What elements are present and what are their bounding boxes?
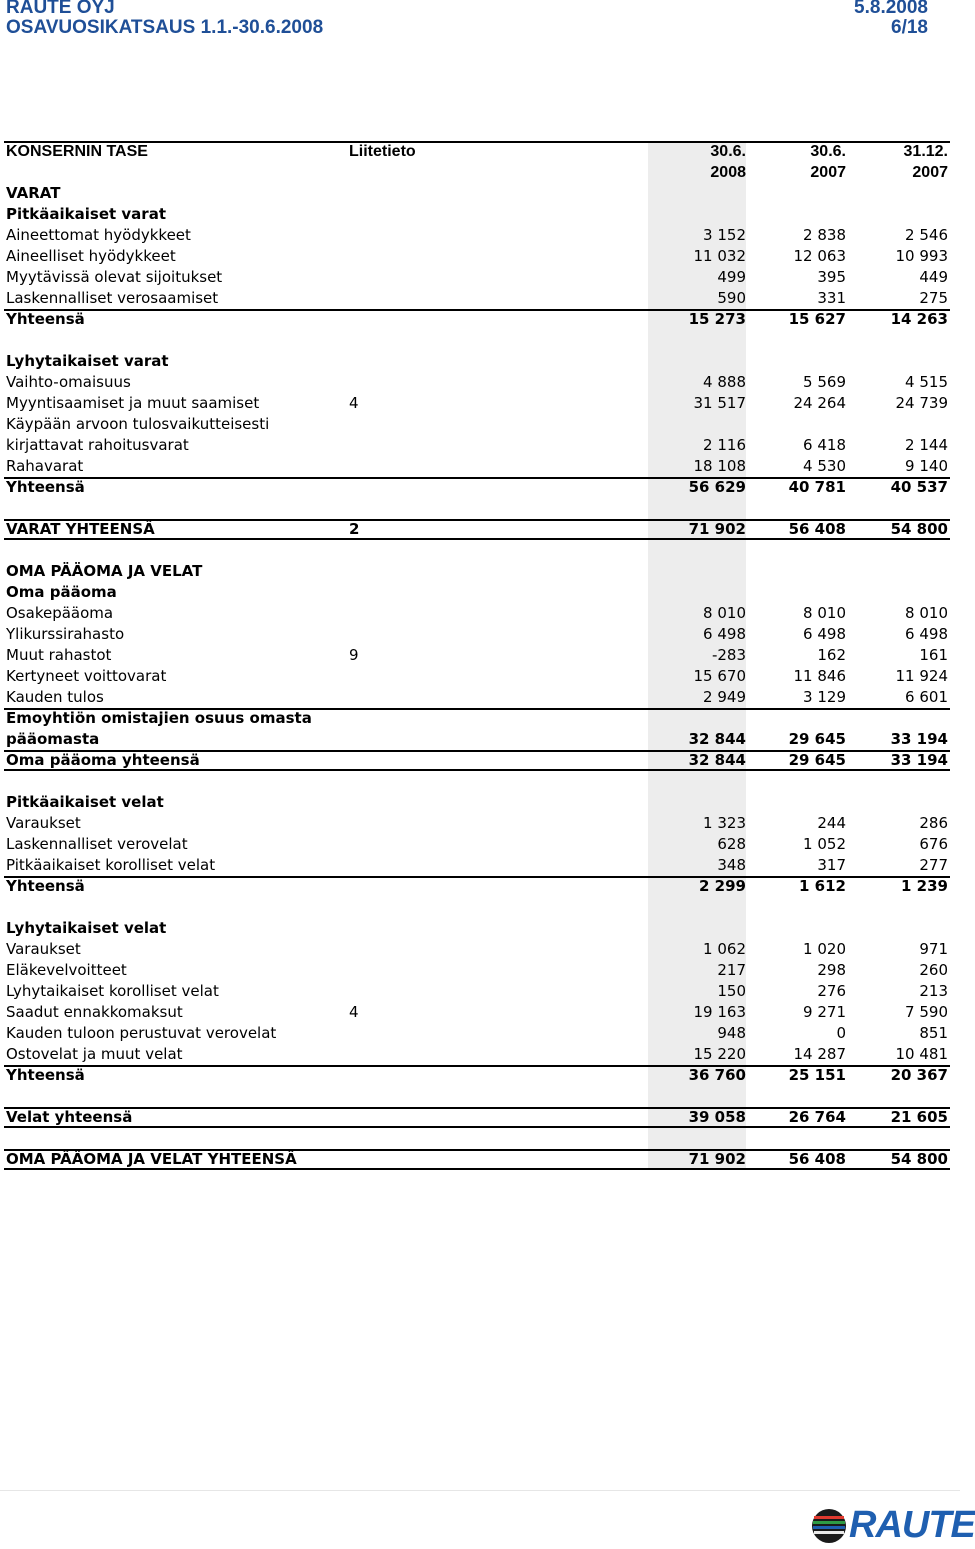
value-31-12-2007: 1 239 (901, 877, 948, 895)
table-body (4, 183, 950, 1170)
row-label: Velat yhteensä (6, 1108, 133, 1126)
row-label: Lyhytaikaiset korolliset velat (6, 982, 219, 1000)
value-30-6-2008: 499 (717, 268, 746, 286)
raute-logo-mark-icon (811, 1508, 847, 1544)
table-row (4, 939, 950, 960)
value-31-12-2007: 4 515 (905, 373, 948, 391)
value-30-6-2007: 317 (817, 856, 846, 874)
raute-logo (811, 1504, 975, 1546)
value-31-12-2007: 286 (919, 814, 948, 832)
row-note: 2 (349, 520, 360, 538)
value-30-6-2007: 162 (817, 646, 846, 664)
row-label: Lyhytaikaiset varat (6, 352, 169, 370)
row-label: OMA PÄÄOMA JA VELAT (6, 562, 203, 580)
row-label: Ostovelat ja muut velat (6, 1045, 183, 1063)
value-31-12-2007: 24 739 (895, 394, 948, 412)
value-30-6-2007: 0 (836, 1024, 846, 1042)
row-label: Yhteensä (6, 1066, 85, 1084)
row-label: kirjattavat rahoitusvarat (6, 436, 189, 454)
value-30-6-2008: 2 116 (703, 436, 746, 454)
table-row (4, 792, 950, 813)
row-note: 4 (349, 1003, 359, 1021)
table-row (4, 603, 950, 624)
value-31-12-2007: 260 (919, 961, 948, 979)
row-label: Oma pääoma yhteensä (6, 751, 200, 769)
table-row (4, 960, 950, 981)
value-31-12-2007: 33 194 (890, 751, 948, 769)
table-row (4, 477, 950, 498)
value-31-12-2007: 449 (919, 268, 948, 286)
value-30-6-2008: 56 629 (688, 478, 746, 496)
col-header-2: 30.6. (810, 143, 846, 160)
value-30-6-2008: 1 323 (703, 814, 746, 832)
value-31-12-2007: 2 546 (905, 226, 948, 244)
table-header-row-2 (4, 162, 950, 183)
row-label: Rahavarat (6, 457, 84, 475)
value-30-6-2008: 32 844 (688, 751, 746, 769)
value-30-6-2008: 19 163 (693, 1003, 746, 1021)
row-label: Aineettomat hyödykkeet (6, 226, 191, 244)
table-row (4, 624, 950, 645)
table-spacer-row (4, 771, 950, 792)
value-30-6-2007: 2 838 (803, 226, 846, 244)
table-row (4, 855, 950, 876)
row-label: Käypään arvoon tulosvaikutteisesti (6, 415, 270, 433)
table-row (4, 183, 950, 204)
row-label: pääomasta (6, 730, 100, 748)
table-row (4, 981, 950, 1002)
value-30-6-2007: 8 010 (803, 604, 846, 622)
company-name: RAUTE OYJ (6, 0, 115, 18)
col-header-1: 30.6. (710, 143, 746, 160)
row-label: Laskennalliset verovelat (6, 835, 188, 853)
value-30-6-2008: 32 844 (688, 730, 746, 748)
value-30-6-2007: 298 (817, 961, 846, 979)
value-30-6-2008: 6 498 (703, 625, 746, 643)
row-label: Eläkevelvoitteet (6, 961, 127, 979)
value-30-6-2007: 25 151 (788, 1066, 846, 1084)
table-row (4, 435, 950, 456)
value-31-12-2007: 8 010 (905, 604, 948, 622)
row-label: Osakepääoma (6, 604, 114, 622)
value-31-12-2007: 10 993 (895, 247, 948, 265)
table-row (4, 1044, 950, 1065)
row-label: Ylikurssirahasto (6, 625, 125, 643)
value-30-6-2008: 8 010 (703, 604, 746, 622)
value-30-6-2007: 29 645 (788, 751, 846, 769)
value-31-12-2007: 7 590 (905, 1003, 948, 1021)
raute-logo-text: RAUTE (849, 1504, 975, 1546)
value-31-12-2007: 6 601 (905, 688, 948, 706)
value-30-6-2008: 71 902 (688, 1150, 746, 1168)
value-30-6-2008: 11 032 (693, 247, 746, 265)
table-row (4, 204, 950, 225)
value-30-6-2007: 11 846 (793, 667, 846, 685)
row-label: Muut rahastot (6, 646, 112, 664)
value-31-12-2007: 6 498 (905, 625, 948, 643)
note-header: Liitetieto (349, 143, 416, 160)
table-row (4, 561, 950, 582)
table-row (4, 708, 950, 729)
row-label: OMA PÄÄOMA JA VELAT YHTEENSÄ (6, 1150, 297, 1168)
table-spacer-row (4, 330, 950, 351)
value-30-6-2007: 40 781 (788, 478, 846, 496)
value-31-12-2007: 20 367 (890, 1066, 948, 1084)
report-title: OSAVUOSIKATSAUS 1.1.-30.6.2008 (6, 17, 324, 38)
table-row (4, 750, 950, 771)
page-number: 6/18 (891, 17, 928, 38)
value-30-6-2007: 1 612 (799, 877, 846, 895)
value-30-6-2007: 9 271 (803, 1003, 846, 1021)
value-30-6-2008: 36 760 (688, 1066, 746, 1084)
table-row (4, 267, 950, 288)
value-30-6-2007: 15 627 (788, 310, 846, 328)
table-row (4, 1107, 950, 1128)
value-31-12-2007: 971 (919, 940, 948, 958)
value-30-6-2007: 26 764 (788, 1108, 846, 1126)
value-31-12-2007: 851 (919, 1024, 948, 1042)
value-30-6-2007: 14 287 (793, 1045, 846, 1063)
value-30-6-2007: 56 408 (788, 520, 846, 538)
value-30-6-2007: 6 418 (803, 436, 846, 454)
value-30-6-2007: 5 569 (803, 373, 846, 391)
value-30-6-2008: 348 (717, 856, 746, 874)
value-31-12-2007: 161 (919, 646, 948, 664)
row-label: Pitkäaikaiset varat (6, 205, 166, 223)
row-label: Vaihto-omaisuus (6, 373, 131, 391)
value-30-6-2007: 331 (817, 289, 846, 307)
value-30-6-2008: 4 888 (703, 373, 746, 391)
table-row (4, 288, 950, 309)
row-label: Kauden tuloon perustuvat verovelat (6, 1024, 277, 1042)
table-row (4, 246, 950, 267)
value-31-12-2007: 11 924 (895, 667, 948, 685)
row-label: Yhteensä (6, 478, 85, 496)
row-label: Lyhytaikaiset velat (6, 919, 167, 937)
table-spacer-row (4, 1128, 950, 1149)
balance-sheet-table (4, 141, 950, 1170)
table-row (4, 414, 950, 435)
report-date: 5.8.2008 (854, 0, 928, 18)
value-30-6-2007: 1 020 (803, 940, 846, 958)
row-note: 4 (349, 394, 359, 412)
value-31-12-2007: 40 537 (890, 478, 948, 496)
value-31-12-2007: 21 605 (890, 1108, 948, 1126)
value-30-6-2008: 948 (717, 1024, 746, 1042)
table-title: KONSERNIN TASE (6, 143, 148, 160)
row-label: Emoyhtiön omistajien osuus omasta (6, 709, 312, 727)
table-header-row (4, 141, 950, 162)
value-31-12-2007: 54 800 (890, 1150, 948, 1168)
table-spacer-row (4, 498, 950, 519)
value-30-6-2008: 15 220 (693, 1045, 746, 1063)
table-row (4, 813, 950, 834)
value-31-12-2007: 676 (919, 835, 948, 853)
value-30-6-2007: 395 (817, 268, 846, 286)
table-row (4, 834, 950, 855)
value-30-6-2008: 2 949 (703, 688, 746, 706)
table-row (4, 1002, 950, 1023)
row-label: Saadut ennakkomaksut (6, 1003, 183, 1021)
row-label: VARAT (6, 184, 61, 202)
table-row (4, 687, 950, 708)
value-30-6-2008: 628 (717, 835, 746, 853)
table-spacer-row (4, 897, 950, 918)
table-row (4, 351, 950, 372)
value-30-6-2007: 3 129 (803, 688, 846, 706)
value-31-12-2007: 10 481 (895, 1045, 948, 1063)
value-30-6-2008: 217 (717, 961, 746, 979)
table-row (4, 1065, 950, 1086)
value-30-6-2007: 1 052 (803, 835, 846, 853)
col-year-2: 2007 (810, 164, 846, 181)
value-30-6-2008: 590 (717, 289, 746, 307)
row-label: Pitkäaikaiset korolliset velat (6, 856, 216, 874)
value-30-6-2007: 56 408 (788, 1150, 846, 1168)
row-label: Oma pääoma (6, 583, 117, 601)
row-label: Kauden tulos (6, 688, 104, 706)
table-spacer-row (4, 1086, 950, 1107)
row-label: Yhteensä (6, 310, 85, 328)
value-31-12-2007: 54 800 (890, 520, 948, 538)
table-spacer-row (4, 540, 950, 561)
value-30-6-2008: 15 670 (693, 667, 746, 685)
value-30-6-2007: 24 264 (793, 394, 846, 412)
table-row (4, 519, 950, 540)
row-label: VARAT YHTEENSÄ (6, 520, 155, 538)
table-row (4, 582, 950, 603)
table-row (4, 918, 950, 939)
table-row (4, 372, 950, 393)
table-row (4, 1023, 950, 1044)
col-year-1: 2008 (710, 164, 746, 181)
value-30-6-2008: 2 299 (699, 877, 746, 895)
col-header-3: 31.12. (903, 143, 948, 160)
value-31-12-2007: 2 144 (905, 436, 948, 454)
value-30-6-2007: 6 498 (803, 625, 846, 643)
table-row (4, 1149, 950, 1170)
table-row (4, 729, 950, 750)
value-31-12-2007: 277 (919, 856, 948, 874)
row-label: Pitkäaikaiset velat (6, 793, 164, 811)
table-row (4, 876, 950, 897)
value-30-6-2007: 276 (817, 982, 846, 1000)
value-30-6-2008: 39 058 (688, 1108, 746, 1126)
value-30-6-2008: 150 (717, 982, 746, 1000)
value-30-6-2008: 1 062 (703, 940, 746, 958)
row-label: Myyntisaamiset ja muut saamiset (6, 394, 260, 412)
value-30-6-2007: 12 063 (793, 247, 846, 265)
table-row (4, 666, 950, 687)
value-30-6-2008: 71 902 (688, 520, 746, 538)
value-30-6-2008: 18 108 (693, 457, 746, 475)
value-30-6-2007: 4 530 (803, 457, 846, 475)
row-label: Aineelliset hyödykkeet (6, 247, 176, 265)
row-note: 9 (349, 646, 359, 664)
row-label: Varaukset (6, 814, 81, 832)
value-31-12-2007: 33 194 (890, 730, 948, 748)
value-30-6-2008: 3 152 (703, 226, 746, 244)
row-label: Varaukset (6, 940, 81, 958)
table-row (4, 393, 950, 414)
row-label: Laskennalliset verosaamiset (6, 289, 219, 307)
value-31-12-2007: 275 (919, 289, 948, 307)
value-30-6-2008: 15 273 (688, 310, 746, 328)
value-30-6-2008: -283 (711, 646, 746, 664)
table-row (4, 309, 950, 330)
value-30-6-2007: 29 645 (788, 730, 846, 748)
row-label: Myytävissä olevat sijoitukset (6, 268, 223, 286)
table-row (4, 225, 950, 246)
value-30-6-2007: 244 (817, 814, 846, 832)
value-31-12-2007: 213 (919, 982, 948, 1000)
footer-divider (0, 1490, 960, 1491)
row-label: Kertyneet voittovarat (6, 667, 167, 685)
value-30-6-2008: 31 517 (693, 394, 746, 412)
value-31-12-2007: 14 263 (890, 310, 948, 328)
col-year-3: 2007 (912, 164, 948, 181)
table-row (4, 456, 950, 477)
value-31-12-2007: 9 140 (905, 457, 948, 475)
row-label: Yhteensä (6, 877, 85, 895)
table-row (4, 645, 950, 666)
